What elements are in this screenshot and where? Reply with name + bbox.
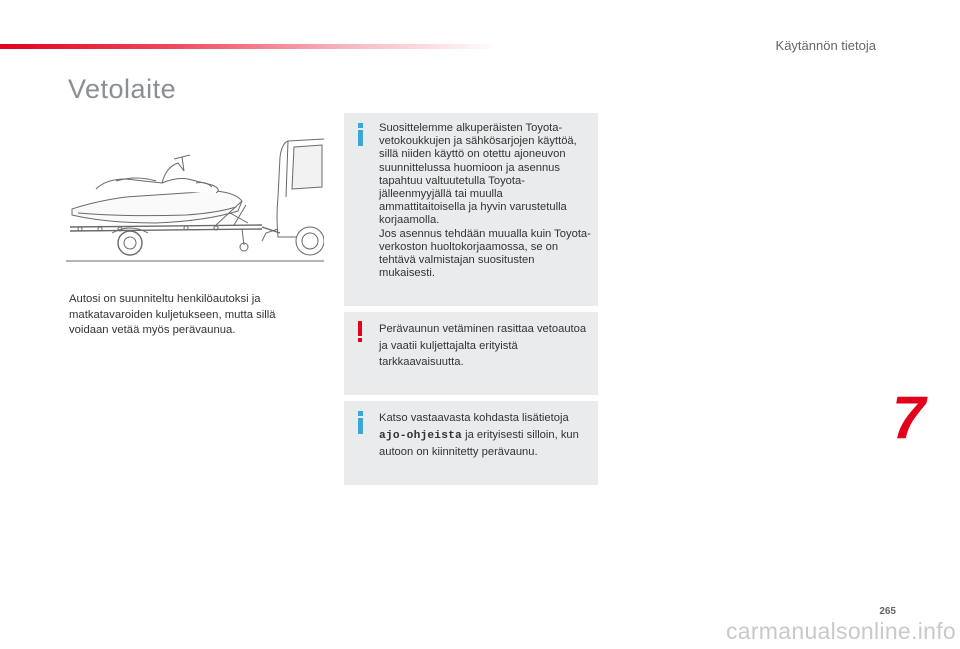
info-icon (357, 123, 363, 146)
see-also-prefix: Katso vastaavasta kohdasta lisätietoja (379, 412, 569, 424)
section-header: Käytännön tietoja (775, 38, 876, 53)
warning-box (344, 312, 598, 395)
intro-text: Autosi on suunniteltu henkilöautoksi ja matkatavaroiden kuljetukseen, mutta sillä voidaan vetää myös perävaunua. (69, 293, 276, 336)
page-number: 265 (879, 606, 896, 617)
warning-icon (357, 321, 363, 342)
see-also-suffix: ja erityisesti silloin, kun autoon on kiinnitetty perävaunu. (379, 428, 579, 458)
info-paragraph: Suosittelemme alkuperäisten Toyota-vetokoukkujen ja sähkösarjojen käyttöä, sillä niiden käyttö on otettu ajoneuvon suunnittelussa huomioon ja asennus tapahtuu valtuutetulla Toyota-jälleenmyyjällä tai muulla ammattitaitoisella ja hyvin varustetulla korjaamolla. (379, 122, 577, 227)
page-title: Vetolaite (68, 74, 177, 104)
chapter-number: 7 (892, 384, 926, 451)
info-box-text (379, 122, 591, 280)
header-accent-bar (0, 44, 500, 49)
info-paragraph: Jos asennus tehdään muualla kuin Toyota-verkoston huoltokorjaamossa, se on tehtävä valmistajan suositusten mukaisesti. (379, 227, 591, 280)
watermark: carmanualsonline.info (725, 618, 956, 644)
info-box-recommendation (344, 113, 598, 306)
see-also-text (379, 410, 591, 461)
info-icon (357, 411, 363, 434)
info-box-see-also (344, 401, 598, 485)
warning-text: Perävaunun vetäminen rasittaa vetoautoa ja vaatii kuljettajalta erityistä tarkkaavaisuutta. (379, 323, 587, 368)
jetski-trailer-illustration (66, 137, 324, 265)
see-also-link[interactable]: ajo-ohjeista (379, 429, 462, 442)
